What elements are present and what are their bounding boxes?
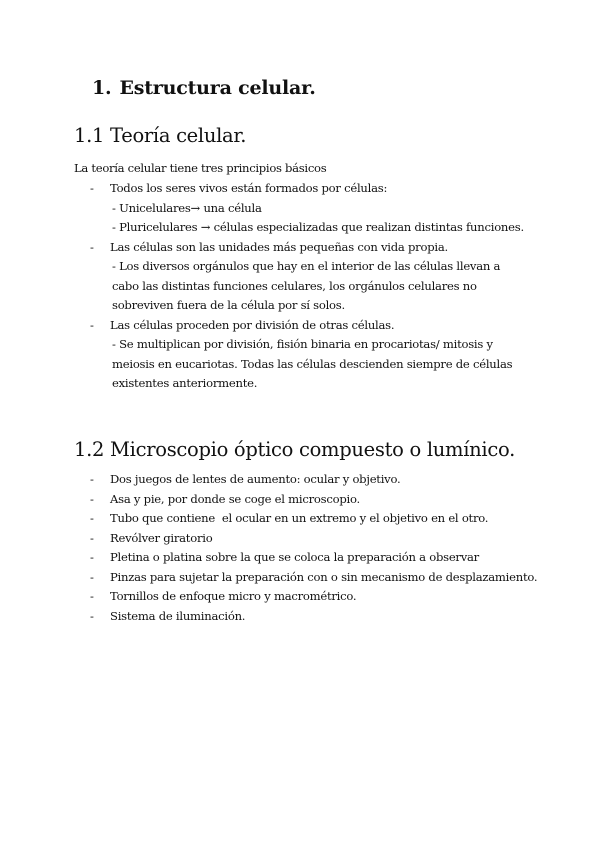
list-item-text: Sistema de iluminación. xyxy=(110,608,246,623)
list-item xyxy=(90,470,530,490)
sub-item: - Unicelulares→ una célula xyxy=(112,200,262,215)
chapter-title-text: Estructura celular. xyxy=(119,77,316,99)
list-item xyxy=(90,568,538,588)
list-item xyxy=(90,509,530,529)
section-heading-teoria-celular: 1.1 Teoría celular. xyxy=(74,124,247,147)
chapter-title xyxy=(92,77,316,99)
list-item xyxy=(90,529,530,549)
bullet-dash: - xyxy=(90,589,94,603)
bullet-dash: - xyxy=(90,530,94,545)
teoria-celular-list xyxy=(90,179,530,394)
section-heading-microscopio: 1.2 Microscopio óptico compuesto o lumínico. xyxy=(74,438,515,461)
bullet-dash: - xyxy=(90,181,94,195)
list-item-text: Pletina o platina sobre la que se coloca la preparación a observar xyxy=(110,550,479,564)
list-item xyxy=(90,607,530,627)
list-item xyxy=(90,316,530,394)
list-item xyxy=(90,490,530,510)
list-item xyxy=(90,179,530,238)
list-item-text: Revólver giratorio xyxy=(110,530,213,545)
list-item-text: Todos los seres vivos están formados por células: xyxy=(110,181,388,195)
section-intro: La teoría celular tiene tres principios básicos xyxy=(74,161,327,175)
list-item-text: Asa y pie, por donde se coge el microscopio. xyxy=(110,491,360,506)
bullet-dash: - xyxy=(90,491,94,506)
bullet-dash: - xyxy=(90,569,94,584)
microscopio-list xyxy=(90,470,538,626)
list-item xyxy=(90,587,530,607)
chapter-number: 1. xyxy=(92,77,112,99)
bullet-dash: - xyxy=(90,239,94,254)
list-item-text: Pinzas para sujetar la preparación con o sin mecanismo de desplazamiento. xyxy=(110,569,538,584)
sub-item: - Se multiplican por división, fisión binaria en procariotas/ mitosis y meiosis en eucariotas. Todas las células descienden siempre de células existentes anteriormente. xyxy=(112,337,513,390)
bullet-dash: - xyxy=(90,472,94,486)
list-item-text: Tubo que contiene el ocular en un extremo y el objetivo en el otro. xyxy=(110,511,489,525)
list-item xyxy=(90,238,530,316)
list-item-text: Tornillos de enfoque micro y macrométrico. xyxy=(110,589,357,603)
bullet-dash: - xyxy=(90,608,94,623)
bullet-dash: - xyxy=(90,511,94,525)
list-item-text: Las células son las unidades más pequeñas con vida propia. xyxy=(110,239,448,254)
sub-item: - Los diversos orgánulos que hay en el interior de las células llevan a cabo las distintas funciones celulares, los orgánulos celulares no sobreviven fuera de la célula por sí solos. xyxy=(112,259,501,312)
list-item xyxy=(90,548,530,568)
sub-item: - Pluricelulares → células especializadas que realizan distintas funciones. xyxy=(112,220,524,234)
list-item-text: Dos juegos de lentes de aumento: ocular y objetivo. xyxy=(110,472,401,486)
bullet-dash: - xyxy=(90,317,94,332)
list-item-text: Las células proceden por división de otras células. xyxy=(110,317,395,332)
bullet-dash: - xyxy=(90,550,94,564)
